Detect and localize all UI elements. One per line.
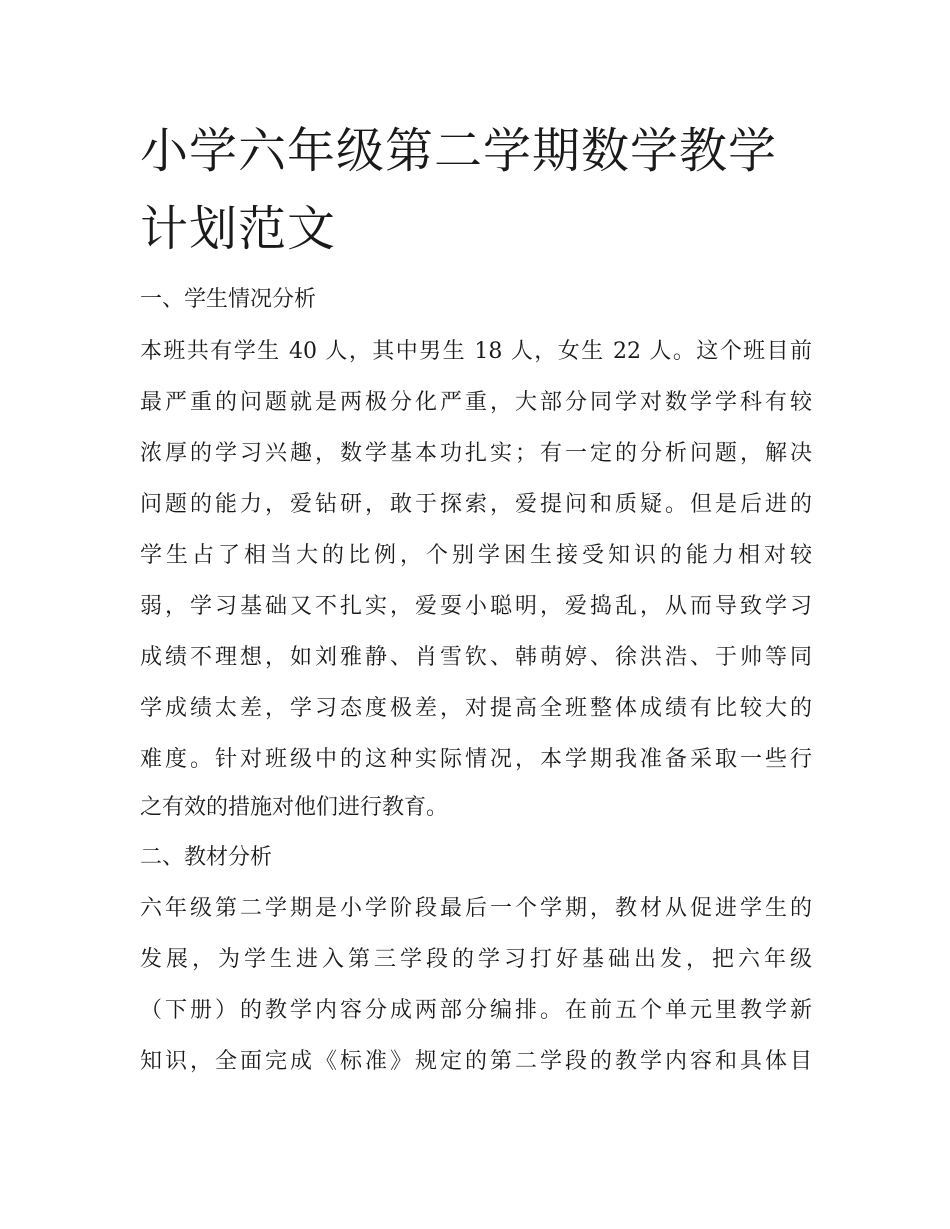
section-heading-student-analysis: 一、学生情况分析 bbox=[140, 287, 317, 312]
document-title bbox=[140, 112, 820, 268]
paragraph-line: 问题的能力，爱钻研，敢于探索，爱提问和质疑。但是后进的 bbox=[140, 492, 812, 517]
paragraph-line: 弱，学习基础又不扎实，爱耍小聪明，爱捣乱，从而导致学习 bbox=[140, 594, 812, 619]
paragraph-line: 难度。针对班级中的这种实际情况，本学期我准备采取一些行 bbox=[140, 747, 812, 772]
paragraph-line: 本班共有学生 40 人，其中男生 18 人，女生 22 人。这个班目前 bbox=[140, 339, 812, 364]
paragraph-line: 成绩不理想，如刘雅静、肖雪钦、韩萌婷、徐洪浩、于帅等同 bbox=[140, 645, 812, 670]
paragraph-line: 知识，全面完成《标准》规定的第二学段的教学内容和具体目 bbox=[140, 1049, 812, 1074]
paragraph-line: 浓厚的学习兴趣，数学基本功扎实；有一定的分析问题，解决 bbox=[140, 441, 812, 466]
paragraph-line: 学成绩太差，学习态度极差，对提高全班整体成绩有比较大的 bbox=[140, 696, 812, 721]
title-line-1: 小学六年级第二学期数学教学 bbox=[140, 123, 778, 179]
title-line-2: 计划范文 bbox=[140, 201, 337, 257]
paragraph-line: （下册）的教学内容分成两部分编排。在前五个单元里教学新 bbox=[140, 998, 812, 1023]
section-heading-textbook-analysis: 二、教材分析 bbox=[140, 845, 273, 870]
paragraph-line: 学生占了相当大的比例，个别学困生接受知识的能力相对较 bbox=[140, 543, 812, 568]
paragraph-line: 六年级第二学期是小学阶段最后一个学期，教材从促进学生的 bbox=[140, 896, 812, 921]
paragraph-line: 发展，为学生进入第三学段的学习打好基础出发，把六年级 bbox=[140, 947, 812, 972]
paragraph-line: 之有效的措施对他们进行教育。 bbox=[140, 795, 449, 820]
paragraph-line: 最严重的问题就是两极分化严重，大部分同学对数学学科有较 bbox=[140, 390, 812, 415]
